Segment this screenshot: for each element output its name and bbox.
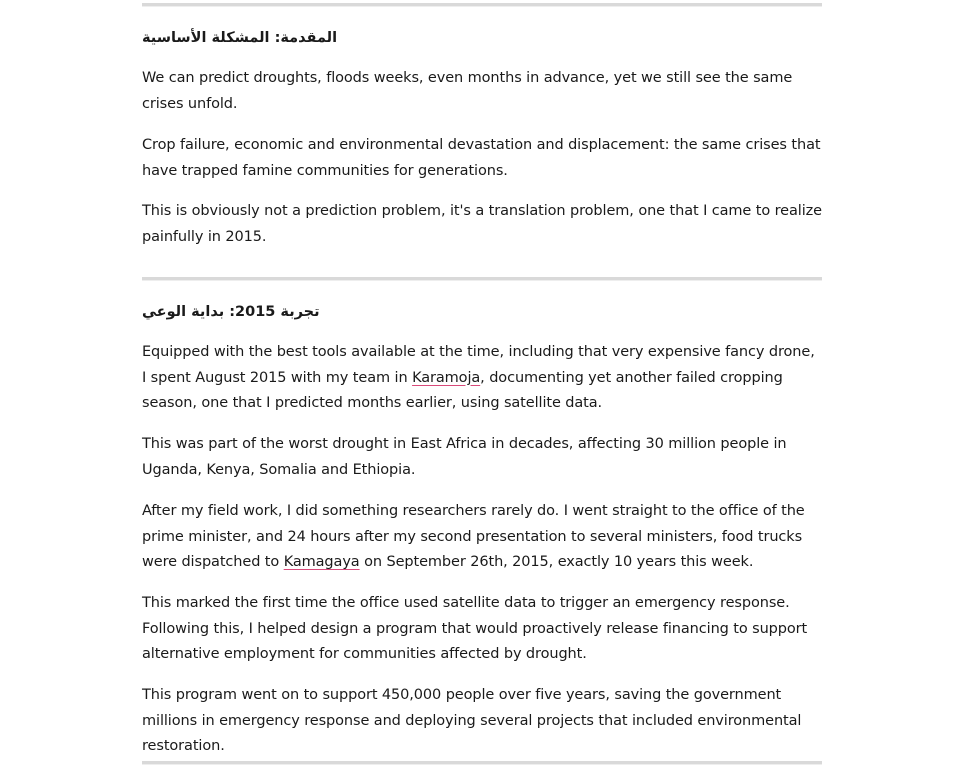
paragraph-text: After my field work, I did something researchers rarely do. I went straight to the office of the prime minister, and 24 hours after my second presentation to several ministers, food trucks were dispatched to bbox=[142, 503, 805, 570]
paragraph-text: Equipped with the best tools available at the time, including that very expensive fancy drone, I spent August 2015 with my team in bbox=[142, 344, 815, 386]
paragraph-text: , documenting yet another failed cropping season, one that I predicted months earlier, using satellite data. bbox=[142, 369, 783, 411]
paragraph: This was part of the worst drought in East Africa in decades, affecting 30 million people in Uganda, Kenya, Somalia and Ethiopia. bbox=[142, 436, 787, 478]
section-divider bbox=[142, 277, 822, 281]
paragraph: We can predict droughts, floods weeks, even months in advance, yet we still see the same crises unfold. bbox=[142, 70, 793, 112]
paragraph bbox=[142, 499, 822, 576]
paragraph: This is obviously not a prediction problem, it's a translation problem, one that I came to realize painfully in 2015. bbox=[142, 203, 822, 245]
paragraph: Crop failure, economic and environmental devastation and displacement: the same crises that have trapped famine communities for generations. bbox=[142, 137, 821, 179]
section-divider-top bbox=[142, 3, 822, 7]
paragraph bbox=[142, 340, 822, 417]
section-heading-2015-experience: تجربة 2015: بداية الوعي bbox=[142, 304, 320, 320]
karamoja-link[interactable]: Karamoja bbox=[412, 369, 481, 386]
kamagaya-link[interactable]: Kamagaya bbox=[283, 554, 360, 570]
section-divider-bottom bbox=[142, 761, 822, 765]
paragraph: This marked the first time the office used satellite data to trigger an emergency response. Following this, I helped design a program that would proactively release financing to support alternative employment for communities affected by drought. bbox=[142, 595, 808, 662]
section-heading-introduction: المقدمة: المشكلة الأساسية bbox=[142, 30, 338, 46]
paragraph: This program went on to support 450,000 people over five years, saving the government millions in emergency response and deploying several projects that included environmental restoration. bbox=[142, 687, 802, 754]
paragraph-text: on September 26th, 2015, exactly 10 years this week. bbox=[359, 554, 754, 570]
